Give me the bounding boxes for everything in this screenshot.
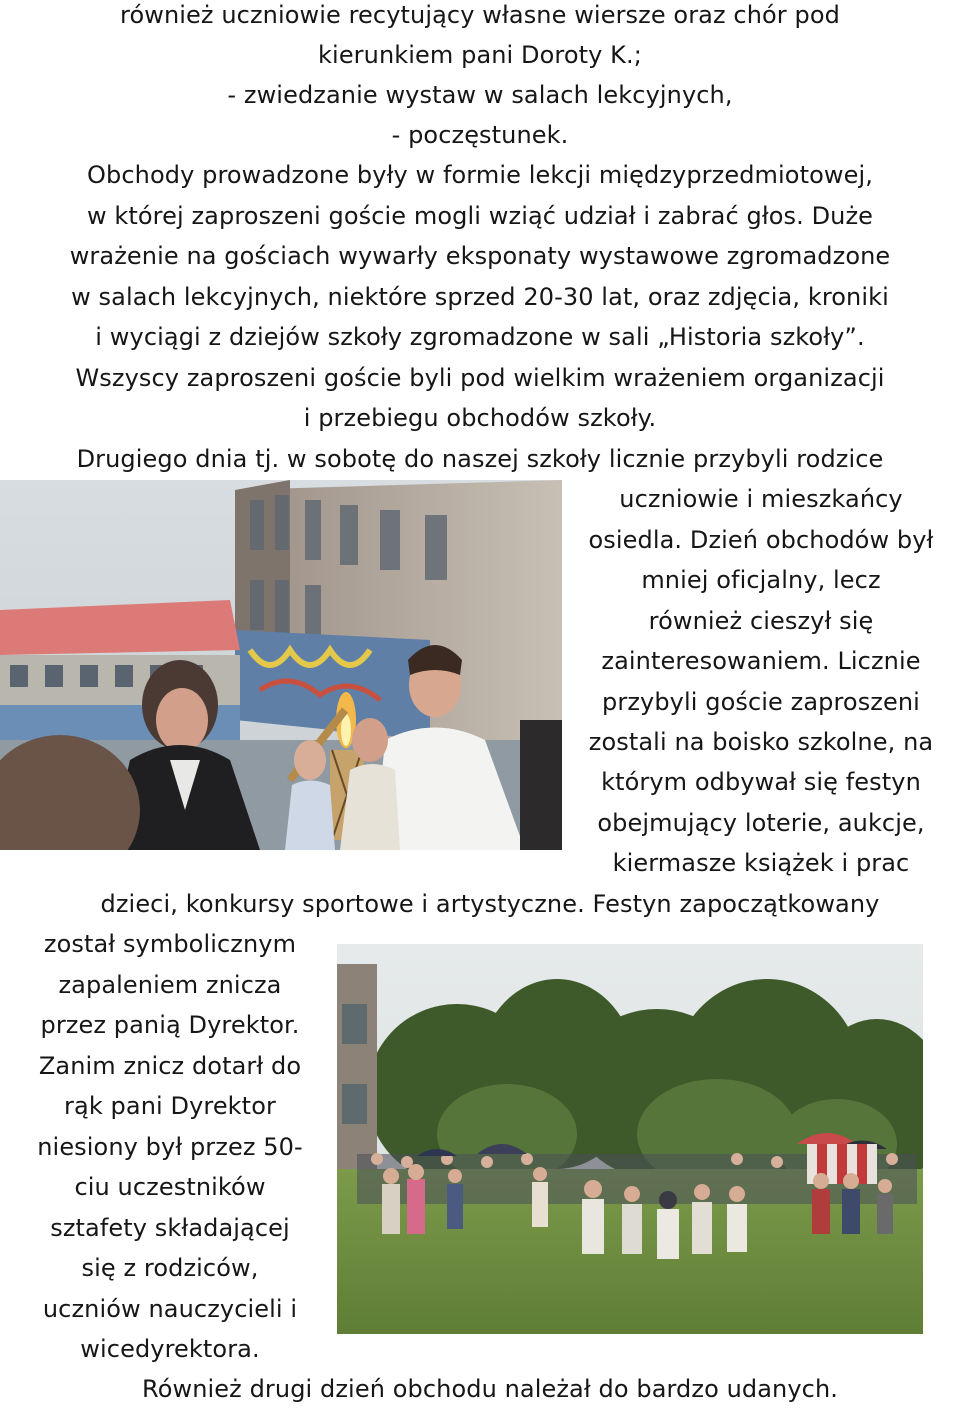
text-line: przez panią Dyrektor. — [40, 1011, 300, 1039]
text-line: ciu uczestników — [74, 1173, 266, 1201]
text-line: również cieszył się — [648, 607, 874, 635]
text-line: i przebiegu obchodów szkoły. — [303, 404, 657, 432]
text-line: sztafety składającej — [50, 1214, 290, 1242]
text-line: uczniów nauczycieli i — [42, 1295, 298, 1323]
text-line: uczniowie i mieszkańcy — [619, 485, 903, 513]
text-line: Drugiego dnia tj. w sobotę do naszej szkoły licznie przybyli rodzice — [76, 445, 884, 473]
text-line: Wszyscy zaproszeni goście byli pod wielkim wrażeniem organizacji — [75, 364, 885, 392]
text-line: Obchody prowadzone były w formie lekcji międzyprzedmiotowej, — [87, 161, 873, 189]
text-line: wicedyrektora. — [80, 1335, 260, 1363]
text-line: zostali na boisko szkolne, na — [588, 728, 934, 756]
text-line: - poczęstunek. — [391, 121, 569, 149]
photo-torch-ceremony — [0, 480, 562, 850]
text-line: dzieci, konkursy sportowe i artystyczne. Festyn zapoczątkowany — [100, 890, 880, 918]
text-line: którym odbywał się festyn — [601, 768, 921, 796]
photo-sack-race — [337, 944, 923, 1334]
text-line: rąk pani Dyrektor — [64, 1092, 276, 1120]
text-line: kierunkiem pani Doroty K.; — [318, 41, 642, 69]
text-line: zainteresowaniem. Licznie — [601, 647, 921, 675]
text-line: w której zaproszeni goście mogli wziąć udział i zabrać głos. Duże — [86, 202, 874, 230]
text-line: Również drugi dzień obchodu należał do bardzo udanych. — [142, 1375, 838, 1403]
text-line: - zwiedzanie wystaw w salach lekcyjnych, — [227, 81, 733, 109]
text-line: również uczniowie recytujący własne wiersze oraz chór pod — [120, 1, 840, 29]
text-line: zapaleniem znicza — [58, 971, 282, 999]
text-line: niesiony był przez 50- — [37, 1133, 303, 1161]
text-line: wrażenie na gościach wywarły eksponaty wystawowe zgromadzone — [69, 242, 891, 270]
text-line: został symbolicznym — [43, 930, 297, 958]
text-line: kiermasze książek i prac — [612, 849, 910, 877]
text-line: mniej oficjalny, lecz — [641, 566, 881, 594]
text-line: osiedla. Dzień obchodów był — [588, 526, 934, 554]
text-line: w salach lekcyjnych, niektóre sprzed 20-30 lat, oraz zdjęcia, kroniki — [71, 283, 889, 311]
text-line: się z rodziców, — [81, 1254, 259, 1282]
text-line: obejmujący loterie, aukcje, — [597, 809, 925, 837]
text-line: i wyciągi z dziejów szkoły zgromadzone w sali „Historia szkoły”. — [95, 323, 865, 351]
text-line: przybyli goście zaproszeni — [602, 688, 920, 716]
text-line: Zanim znicz dotarł do — [38, 1052, 302, 1080]
